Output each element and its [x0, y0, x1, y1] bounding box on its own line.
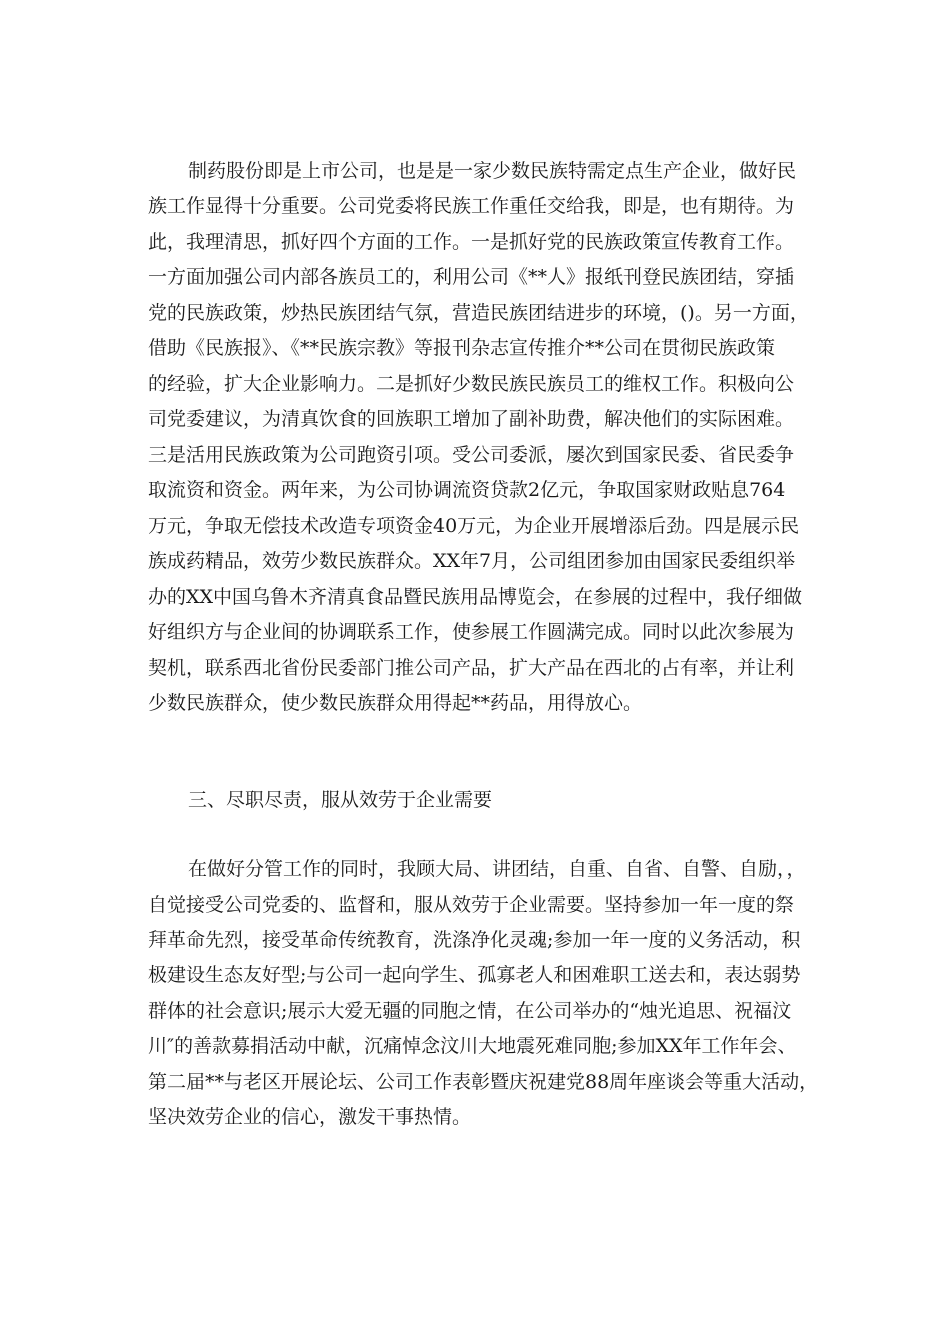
paragraph-1-line: 党的民族政策，炒热民族团结气氛，营造民族团结进步的环境，()。另一方面，: [148, 302, 809, 324]
paragraph-2-line: 坚决效劳企业的信心，激发干事热情。: [148, 1106, 472, 1128]
paragraph-2-line: 自觉接受公司党委的、监督和，服从效劳于企业需要。坚持参加一年一度的祭: [148, 894, 795, 916]
paragraph-1-line: 借助《民族报》、《**民族宗教》等报刊杂志宣传推介**公司在贯彻民族政策: [148, 337, 776, 359]
paragraph-2-line: 在做好分管工作的同时，我顾大局、讲团结，自重、自省、自警、自励，，: [188, 858, 806, 880]
paragraph-1-line: 的经验，扩大企业影响力。二是抓好少数民族民族员工的维权工作。积极向公: [148, 373, 795, 395]
paragraph-1-line: 司党委建议，为清真饮食的回族职工增加了副补助费，解决他们的实际困难。: [148, 408, 795, 430]
paragraph-1-line: 族工作显得十分重要。公司党委将民族工作重任交给我，即是，也有期待。为: [148, 195, 795, 217]
paragraph-1-line: 制药股份即是上市公司，也是是一家少数民族特需定点生产企业，做好民: [188, 160, 797, 182]
paragraph-1-line: 好组织方与企业间的协调联系工作，使参展工作圆满完成。同时以此次参展为: [148, 621, 795, 643]
paragraph-2-line: 拜革命先烈，接受革命传统教育，洗涤净化灵魂;参加一年一度的义务活动，积: [148, 929, 801, 951]
paragraph-1-line: 一方面加强公司内部各族员工的，利用公司《**人》报纸刊登民族团结，穿插: [148, 266, 795, 288]
paragraph-1-line: 契机，联系西北省份民委部门推公司产品，扩大产品在西北的占有率，并让利: [148, 657, 795, 679]
paragraph-1-line: 此，我理清思，抓好四个方面的工作。一是抓好党的民族政策宣传教育工作。: [148, 231, 795, 253]
paragraph-1-line: 取流资和资金。两年来，为公司协调流资贷款2亿元，争取国家财政贴息764: [148, 479, 786, 501]
section-heading: 三、尽职尽责，服从效劳于企业需要: [188, 789, 493, 811]
paragraph-1-line: 三是活用民族政策为公司跑资引项。受公司委派，屡次到国家民委、省民委争: [148, 444, 795, 466]
paragraph-2-line: 第二届**与老区开展论坛、公司工作表彰暨庆祝建党88周年座谈会等重大活动，: [148, 1071, 819, 1093]
paragraph-1-line: 万元，争取无偿技术改造专项资金40万元，为企业开展增添后劲。四是展示民: [148, 515, 800, 537]
paragraph-2-line: 群体的社会意识;展示大爱无疆的同胞之情，在公司举办的“烛光追思、祝福汶: [148, 1000, 792, 1022]
paragraph-2-line: 极建设生态友好型;与公司一起向学生、孤寡老人和困难职工送去和，表达弱势: [148, 964, 801, 986]
paragraph-1-line: 族成药精品，效劳少数民族群众。XX年7月，公司组团参加由国家民委组织举: [148, 550, 796, 572]
paragraph-1-line: 少数民族群众，使少数民族群众用得起**药品，用得放心。: [148, 692, 643, 714]
paragraph-2-line: 川″的善款募捐活动中献，沉痛悼念汶川大地震死难同胞;参加XX年工作年会、: [148, 1035, 797, 1057]
paragraph-1-line: 办的XX中国乌鲁木齐清真食品暨民族用品博览会，在参展的过程中，我仔细做: [148, 586, 803, 608]
